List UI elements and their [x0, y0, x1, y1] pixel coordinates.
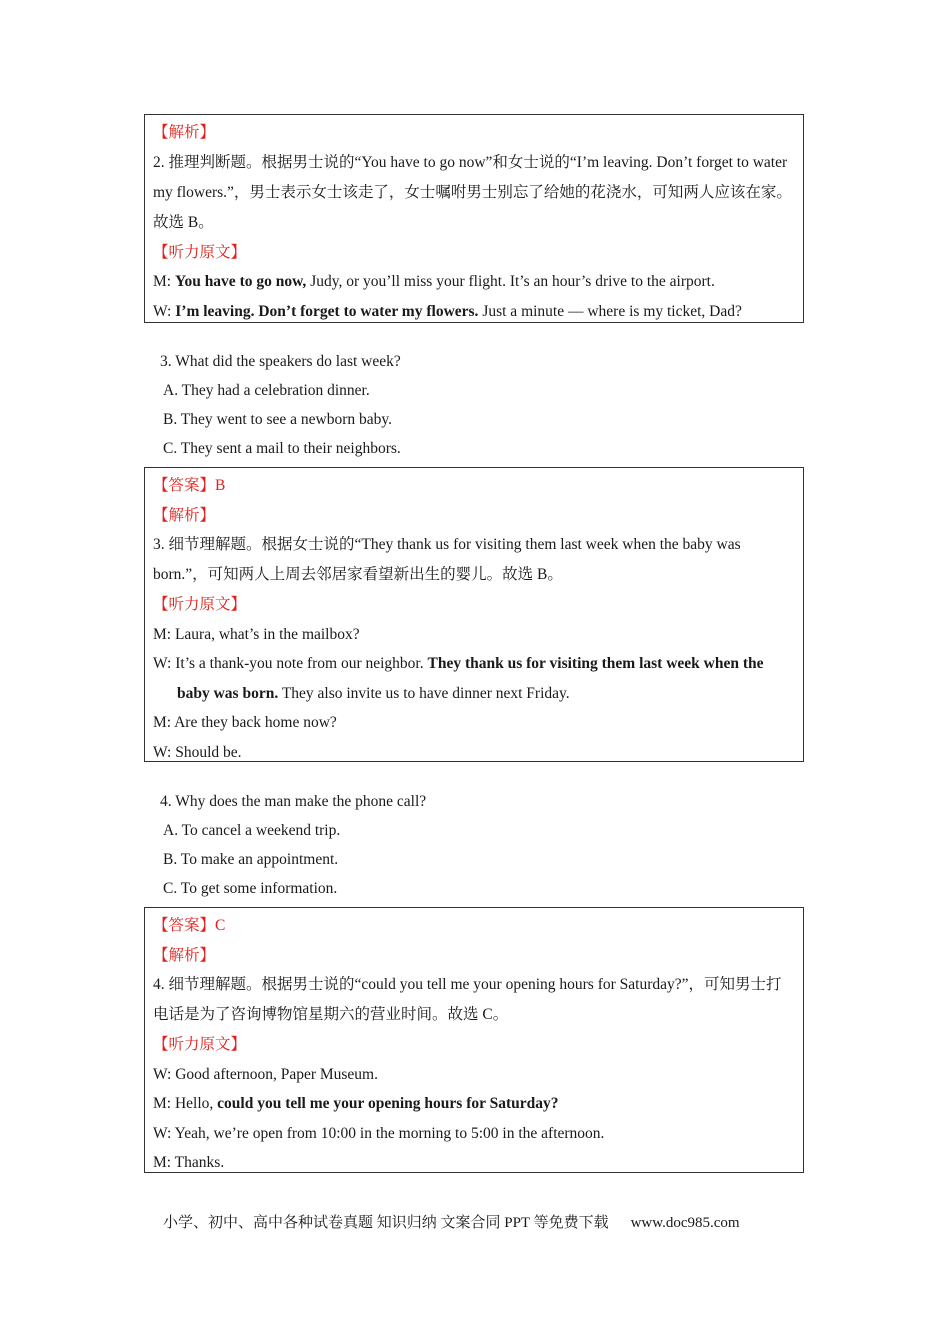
question-text: 3. What did the speakers do last week?: [160, 353, 401, 370]
transcript-line-continued: baby was born. They also invite us to have dinner next Friday.: [177, 684, 570, 702]
transcript-line: M: You have to go now, Judy, or you’ll miss your flight. It’s an hour’s drive to the airport.: [153, 273, 715, 290]
option-c: C. They sent a mail to their neighbors.: [163, 440, 401, 457]
transcript-line: M: Thanks.: [153, 1154, 225, 1171]
q4-answer-box: [144, 907, 804, 1173]
transcript-line: M: Are they back home now?: [153, 714, 337, 731]
analysis-label: 【解析】: [153, 946, 216, 964]
analysis-label: 【解析】: [153, 124, 216, 141]
transcript-line: W: Should be.: [153, 743, 242, 761]
transcript-line: W: Good afternoon, Paper Museum.: [153, 1065, 378, 1083]
transcript-line: W: I’m leaving. Don’t forget to water my flowers. Just a minute — where is my ticket, Dad?: [153, 302, 742, 320]
transcript-label: 【听力原文】: [153, 243, 247, 261]
transcript-label: 【听力原文】: [153, 1036, 247, 1053]
footer-text: 小学、初中、高中各种试卷真题 知识归纳 文案合同 PPT 等免费下载: [163, 1215, 609, 1231]
analysis-text: 2. 推理判断题。根据男士说的“You have to go now”和女士说的“I’m leaving. Don’t forget to water my flowers.”，男士表示女士该走了，女士嘱咐男士别忘了给她的花浇水，可知两人应该在家。故选 B。: [153, 153, 792, 231]
analysis-label: 【解析】: [153, 506, 216, 524]
q3-answer-box: [144, 467, 804, 762]
question-4: [160, 787, 426, 903]
page-footer: [163, 1210, 740, 1236]
footer-url[interactable]: www.doc985.com: [630, 1215, 740, 1231]
transcript-line: M: Hello, could you tell me your opening hours for Saturday?: [153, 1095, 559, 1112]
transcript-line: W: Yeah, we’re open from 10:00 in the morning to 5:00 in the afternoon.: [153, 1124, 605, 1142]
question-text: 4. Why does the man make the phone call?: [160, 793, 427, 810]
option-a: A. To cancel a weekend trip.: [163, 822, 341, 839]
answer-label: 【答案】C: [153, 917, 226, 934]
option-c: C. To get some information.: [163, 880, 338, 897]
transcript-label: 【听力原文】: [153, 596, 247, 613]
transcript-line: W: It’s a thank-you note from our neighbor. They thank us for visiting them last week when the: [153, 655, 764, 672]
q2-answer-box: [144, 114, 804, 323]
transcript-line: M: Laura, what’s in the mailbox?: [153, 625, 360, 643]
analysis-text: 3. 细节理解题。根据女士说的“They thank us for visiting them last week when the baby was born.”，可知两人上周去邻居家看望新出生的婴儿。故选 B。: [153, 536, 741, 583]
question-3: [160, 347, 401, 463]
option-a: A. They had a celebration dinner.: [163, 382, 370, 399]
analysis-text: 4. 细节理解题。根据男士说的“could you tell me your opening hours for Saturday?”，可知男士打电话是为了咨询博物馆星期六的营业时间。故选 C。: [153, 976, 782, 1023]
option-b: B. To make an appointment.: [163, 851, 339, 868]
option-b: B. They went to see a newborn baby.: [163, 411, 392, 428]
answer-label: 【答案】B: [153, 477, 226, 494]
